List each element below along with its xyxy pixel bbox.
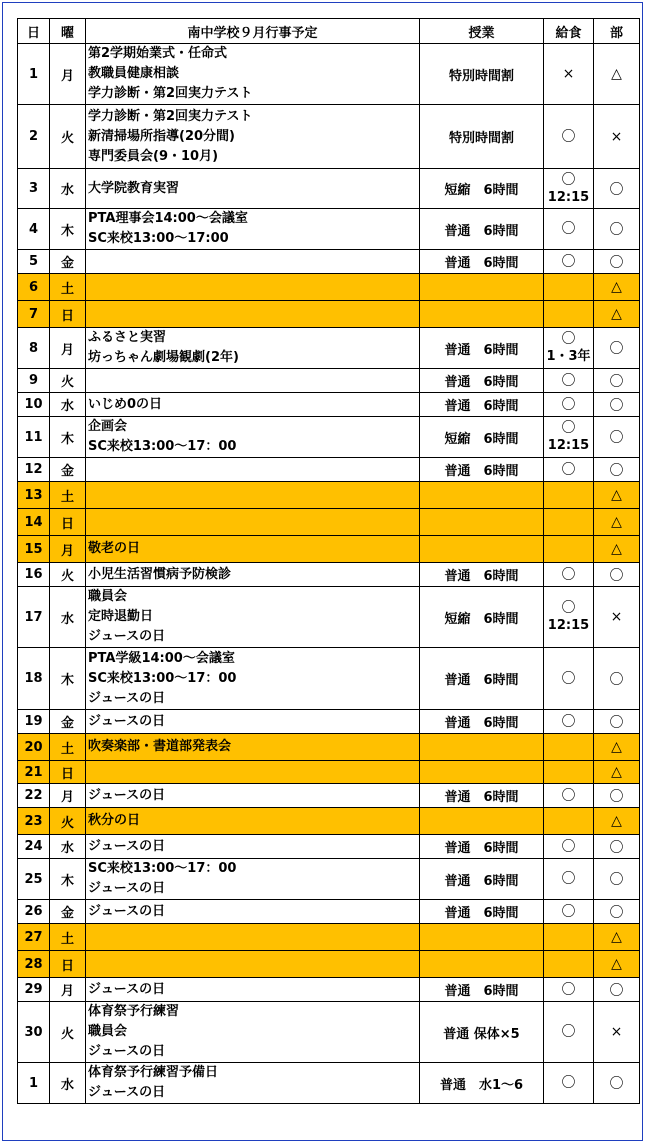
events-cell <box>86 835 420 859</box>
header-lunch: 給食 <box>544 19 594 44</box>
table-row <box>18 393 640 417</box>
weekday-cell: 火 <box>50 808 86 835</box>
table-row <box>18 44 640 105</box>
weekday-cell: 日 <box>50 761 86 784</box>
classes-cell <box>420 301 544 328</box>
lunch-cell <box>544 784 594 808</box>
day-cell: 7 <box>18 301 50 328</box>
weekday-cell: 木 <box>50 417 86 458</box>
day-cell: 6 <box>18 274 50 301</box>
events-cell <box>86 328 420 369</box>
event-line: SC来校13:00～17:00 <box>88 231 229 246</box>
classes-cell: 短縮 6時間 <box>420 417 544 458</box>
day-cell: 15 <box>18 536 50 563</box>
table-row <box>18 369 640 393</box>
lunch-mark: 〇 <box>561 461 576 478</box>
classes-cell: 普通 6時間 <box>420 458 544 482</box>
event-line: 小児生活習慣病予防検診 <box>88 566 232 582</box>
day-cell: 16 <box>18 563 50 587</box>
classes-cell <box>420 924 544 951</box>
lunch-cell <box>544 274 594 301</box>
classes-cell: 特別時間割 <box>420 105 544 169</box>
classes-cell: 普通 6時間 <box>420 563 544 587</box>
schedule-body <box>18 44 640 1104</box>
table-row <box>18 250 640 274</box>
club-mark: × <box>594 105 640 169</box>
weekday-cell: 月 <box>50 978 86 1002</box>
lunch-cell <box>544 1002 594 1063</box>
table-row <box>18 761 640 784</box>
events-cell <box>86 209 420 250</box>
day-cell: 13 <box>18 482 50 509</box>
weekday-cell: 土 <box>50 274 86 301</box>
table-row <box>18 978 640 1002</box>
table-row <box>18 900 640 924</box>
club-mark: △ <box>594 761 640 784</box>
classes-cell: 普通 水1～6 <box>420 1063 544 1104</box>
lunch-mark: 〇 <box>561 903 576 920</box>
weekday-cell: 水 <box>50 1063 86 1104</box>
weekday-cell: 金 <box>50 710 86 734</box>
club-mark: 〇 <box>594 648 640 710</box>
weekday-cell: 日 <box>50 301 86 328</box>
club-mark: 〇 <box>594 417 640 458</box>
weekday-cell: 土 <box>50 924 86 951</box>
event-line: 敬老の日 <box>88 541 141 556</box>
lunch-mark: 〇 <box>561 221 576 237</box>
lunch-cell <box>544 859 594 900</box>
club-mark: 〇 <box>594 710 640 734</box>
club-mark: △ <box>594 924 640 951</box>
table-row <box>18 563 640 587</box>
table-row <box>18 587 640 648</box>
events-cell <box>86 900 420 924</box>
event-line: ジュースの日 <box>88 1085 166 1100</box>
event-line: 新清掃場所指導(20分間) <box>88 128 235 144</box>
lunch-mark: 〇 <box>561 1075 576 1091</box>
event-line: 学力診断・第2回実力テスト <box>88 86 253 101</box>
classes-cell <box>420 734 544 761</box>
weekday-cell: 日 <box>50 951 86 978</box>
club-mark: 〇 <box>594 1063 640 1104</box>
events-cell <box>86 587 420 648</box>
lunch-cell <box>544 482 594 509</box>
table-row <box>18 536 640 563</box>
classes-cell: 短縮 6時間 <box>420 587 544 648</box>
events-cell <box>86 417 420 458</box>
day-cell: 11 <box>18 417 50 458</box>
lunch-cell <box>544 761 594 784</box>
table-row <box>18 784 640 808</box>
weekday-cell: 月 <box>50 536 86 563</box>
lunch-mark: 〇 <box>561 713 576 730</box>
classes-cell <box>420 274 544 301</box>
club-mark: × <box>594 587 640 648</box>
weekday-cell: 水 <box>50 835 86 859</box>
lunch-cell <box>544 978 594 1002</box>
lunch-cell <box>544 648 594 710</box>
day-cell: 4 <box>18 209 50 250</box>
lunch-mark: 〇 <box>561 1024 576 1040</box>
weekday-cell: 月 <box>50 328 86 369</box>
club-mark: △ <box>594 274 640 301</box>
classes-cell: 普通 6時間 <box>420 710 544 734</box>
day-cell: 23 <box>18 808 50 835</box>
event-line: 秋分の日 <box>88 813 141 828</box>
club-mark: △ <box>594 808 640 835</box>
table-row <box>18 209 640 250</box>
event-line: 職員会 <box>88 589 128 604</box>
events-cell <box>86 951 420 978</box>
day-cell: 9 <box>18 369 50 393</box>
classes-cell: 普通 6時間 <box>420 250 544 274</box>
event-line: 大学院教育実習 <box>88 180 180 196</box>
header-classes: 授業 <box>420 19 544 44</box>
lunch-mark: 〇 <box>561 253 576 270</box>
event-line: ジュースの日 <box>88 981 166 997</box>
weekday-cell: 火 <box>50 105 86 169</box>
events-cell <box>86 301 420 328</box>
schedule-table <box>17 18 640 1104</box>
events-cell <box>86 734 420 761</box>
header-weekday: 曜 <box>50 19 86 44</box>
lunch-cell <box>544 1063 594 1104</box>
events-cell <box>86 393 420 417</box>
events-cell <box>86 563 420 587</box>
lunch-mark: 〇 <box>561 396 576 413</box>
weekday-cell: 火 <box>50 563 86 587</box>
day-cell: 18 <box>18 648 50 710</box>
club-mark: △ <box>594 951 640 978</box>
day-cell: 26 <box>18 900 50 924</box>
lunch-cell <box>544 169 594 209</box>
header-day: 日 <box>18 19 50 44</box>
club-mark: 〇 <box>594 978 640 1002</box>
lunch-note: 12:15 <box>547 618 590 633</box>
club-mark: 〇 <box>594 563 640 587</box>
weekday-cell: 月 <box>50 784 86 808</box>
weekday-cell: 金 <box>50 458 86 482</box>
lunch-mark: 〇 <box>561 128 576 145</box>
event-line: 専門委員会(9・10月) <box>88 148 219 164</box>
events-cell <box>86 761 420 784</box>
day-cell: 19 <box>18 710 50 734</box>
weekday-cell: 木 <box>50 209 86 250</box>
club-mark: △ <box>594 301 640 328</box>
events-cell <box>86 105 420 169</box>
weekday-cell: 水 <box>50 169 86 209</box>
lunch-mark: 〇 <box>561 171 576 188</box>
day-cell: 2 <box>18 105 50 169</box>
event-line: ジュースの日 <box>88 690 166 706</box>
classes-cell: 普通 保体×5 <box>420 1002 544 1063</box>
lunch-cell <box>544 563 594 587</box>
weekday-cell: 木 <box>50 648 86 710</box>
weekday-cell: 土 <box>50 734 86 761</box>
event-line: 吹奏楽部・書道部発表会 <box>88 739 232 754</box>
club-mark: 〇 <box>594 900 640 924</box>
events-cell <box>86 924 420 951</box>
lunch-mark: × <box>562 66 575 82</box>
lunch-cell <box>544 417 594 458</box>
event-line: SC来校13:00～17：00 <box>88 439 237 454</box>
table-row <box>18 169 640 209</box>
events-cell <box>86 859 420 900</box>
events-cell <box>86 169 420 209</box>
table-row <box>18 924 640 951</box>
classes-cell: 普通 6時間 <box>420 328 544 369</box>
table-row <box>18 951 640 978</box>
event-line: ふるさと実習 <box>88 330 167 345</box>
club-mark: 〇 <box>594 859 640 900</box>
lunch-mark: 〇 <box>561 838 576 855</box>
day-cell: 24 <box>18 835 50 859</box>
table-row <box>18 328 640 369</box>
day-cell: 1 <box>18 44 50 105</box>
day-cell: 17 <box>18 587 50 648</box>
table-row <box>18 734 640 761</box>
lunch-cell <box>544 734 594 761</box>
lunch-cell <box>544 924 594 951</box>
header-row <box>18 19 640 44</box>
club-mark: △ <box>594 482 640 509</box>
event-line: ジュースの日 <box>88 629 166 644</box>
classes-cell <box>420 761 544 784</box>
event-line: PTA学級14:00～会議室 <box>88 650 235 666</box>
events-cell <box>86 458 420 482</box>
lunch-cell <box>544 536 594 563</box>
event-line: ジュースの日 <box>88 881 166 896</box>
event-line: ジュースの日 <box>88 787 166 803</box>
lunch-cell <box>544 250 594 274</box>
club-mark: 〇 <box>594 393 640 417</box>
day-cell: 8 <box>18 328 50 369</box>
weekday-cell: 木 <box>50 859 86 900</box>
weekday-cell: 土 <box>50 482 86 509</box>
day-cell: 3 <box>18 169 50 209</box>
lunch-cell <box>544 587 594 648</box>
lunch-mark: 〇 <box>561 670 576 687</box>
lunch-cell <box>544 44 594 105</box>
classes-cell: 特別時間割 <box>420 44 544 105</box>
table-row <box>18 710 640 734</box>
day-cell: 25 <box>18 859 50 900</box>
lunch-cell <box>544 369 594 393</box>
classes-cell <box>420 951 544 978</box>
table-row <box>18 1002 640 1063</box>
event-line: 第2学期始業式・任命式 <box>88 46 228 61</box>
day-cell: 30 <box>18 1002 50 1063</box>
lunch-mark: 〇 <box>561 981 576 998</box>
classes-cell <box>420 536 544 563</box>
club-mark: △ <box>594 536 640 563</box>
lunch-cell <box>544 509 594 536</box>
header-title: 南中学校９月行事予定 <box>86 19 420 44</box>
table-row <box>18 859 640 900</box>
event-line: 体育祭予行練習予備日 <box>88 1065 219 1080</box>
events-cell <box>86 648 420 710</box>
lunch-mark: 〇 <box>561 331 576 347</box>
day-cell: 21 <box>18 761 50 784</box>
events-cell <box>86 978 420 1002</box>
table-row <box>18 458 640 482</box>
classes-cell <box>420 482 544 509</box>
event-line: いじめ0の日 <box>88 396 163 412</box>
classes-cell: 短縮 6時間 <box>420 169 544 209</box>
lunch-mark: 〇 <box>561 787 576 804</box>
event-line: SC来校13:00～17：00 <box>88 670 237 686</box>
events-cell <box>86 808 420 835</box>
table-row <box>18 482 640 509</box>
classes-cell: 普通 6時間 <box>420 784 544 808</box>
event-line: PTA理事会14:00～会議室 <box>88 211 248 226</box>
weekday-cell: 金 <box>50 250 86 274</box>
events-cell <box>86 274 420 301</box>
classes-cell: 普通 6時間 <box>420 369 544 393</box>
club-mark: 〇 <box>594 250 640 274</box>
lunch-cell <box>544 105 594 169</box>
lunch-mark: 〇 <box>561 566 576 583</box>
day-cell: 29 <box>18 978 50 1002</box>
lunch-cell <box>544 328 594 369</box>
lunch-note: 1・3年 <box>546 349 591 364</box>
lunch-cell <box>544 900 594 924</box>
club-mark: 〇 <box>594 369 640 393</box>
weekday-cell: 火 <box>50 369 86 393</box>
events-cell <box>86 369 420 393</box>
events-cell <box>86 482 420 509</box>
lunch-cell <box>544 458 594 482</box>
events-cell <box>86 1063 420 1104</box>
day-cell: 10 <box>18 393 50 417</box>
classes-cell: 普通 6時間 <box>420 900 544 924</box>
classes-cell <box>420 808 544 835</box>
club-mark: 〇 <box>594 835 640 859</box>
event-line: SC来校13:00～17：00 <box>88 861 237 876</box>
events-cell <box>86 1002 420 1063</box>
event-line: 企画会 <box>88 419 128 434</box>
event-line: 定時退勤日 <box>88 609 154 624</box>
classes-cell: 普通 6時間 <box>420 209 544 250</box>
day-cell: 28 <box>18 951 50 978</box>
events-cell <box>86 44 420 105</box>
event-line: ジュースの日 <box>88 838 166 854</box>
events-cell <box>86 784 420 808</box>
day-cell: 12 <box>18 458 50 482</box>
lunch-cell <box>544 835 594 859</box>
weekday-cell: 月 <box>50 44 86 105</box>
lunch-cell <box>544 209 594 250</box>
table-row <box>18 417 640 458</box>
club-mark: 〇 <box>594 458 640 482</box>
classes-cell: 普通 6時間 <box>420 393 544 417</box>
classes-cell: 普通 6時間 <box>420 648 544 710</box>
day-cell: 1 <box>18 1063 50 1104</box>
events-cell <box>86 250 420 274</box>
table-row <box>18 1063 640 1104</box>
event-line: ジュースの日 <box>88 713 166 729</box>
club-mark: × <box>594 1002 640 1063</box>
event-line: ジュースの日 <box>88 903 166 919</box>
lunch-note: 12:15 <box>547 438 590 453</box>
weekday-cell: 日 <box>50 509 86 536</box>
event-line: 坊っちゃん劇場観劇(2年) <box>88 350 239 365</box>
event-line: 体育祭予行練習 <box>88 1004 180 1019</box>
classes-cell: 普通 6時間 <box>420 859 544 900</box>
table-row <box>18 274 640 301</box>
event-line: 学力診断・第2回実力テスト <box>88 108 253 124</box>
events-cell <box>86 710 420 734</box>
header-club: 部 <box>594 19 640 44</box>
table-row <box>18 648 640 710</box>
lunch-cell <box>544 808 594 835</box>
lunch-cell <box>544 710 594 734</box>
events-cell <box>86 509 420 536</box>
club-mark: 〇 <box>594 328 640 369</box>
table-row <box>18 301 640 328</box>
club-mark: △ <box>594 44 640 105</box>
lunch-cell <box>544 393 594 417</box>
lunch-cell <box>544 951 594 978</box>
table-row <box>18 509 640 536</box>
club-mark: △ <box>594 509 640 536</box>
table-row <box>18 808 640 835</box>
table-row <box>18 835 640 859</box>
weekday-cell: 金 <box>50 900 86 924</box>
event-line: ジュースの日 <box>88 1044 166 1059</box>
weekday-cell: 火 <box>50 1002 86 1063</box>
club-mark: △ <box>594 734 640 761</box>
day-cell: 5 <box>18 250 50 274</box>
day-cell: 14 <box>18 509 50 536</box>
table-row <box>18 105 640 169</box>
event-line: 職員会 <box>88 1024 128 1039</box>
lunch-mark: 〇 <box>561 420 576 436</box>
lunch-note: 12:15 <box>547 189 590 205</box>
events-cell <box>86 536 420 563</box>
weekday-cell: 水 <box>50 587 86 648</box>
day-cell: 22 <box>18 784 50 808</box>
club-mark: 〇 <box>594 169 640 209</box>
classes-cell: 普通 6時間 <box>420 978 544 1002</box>
lunch-mark: 〇 <box>561 871 576 887</box>
classes-cell <box>420 509 544 536</box>
day-cell: 27 <box>18 924 50 951</box>
lunch-mark: 〇 <box>561 372 576 389</box>
classes-cell: 普通 6時間 <box>420 835 544 859</box>
weekday-cell: 水 <box>50 393 86 417</box>
lunch-cell <box>544 301 594 328</box>
club-mark: 〇 <box>594 784 640 808</box>
day-cell: 20 <box>18 734 50 761</box>
club-mark: 〇 <box>594 209 640 250</box>
event-line: 教職員健康相談 <box>88 66 180 81</box>
lunch-mark: 〇 <box>561 600 576 616</box>
